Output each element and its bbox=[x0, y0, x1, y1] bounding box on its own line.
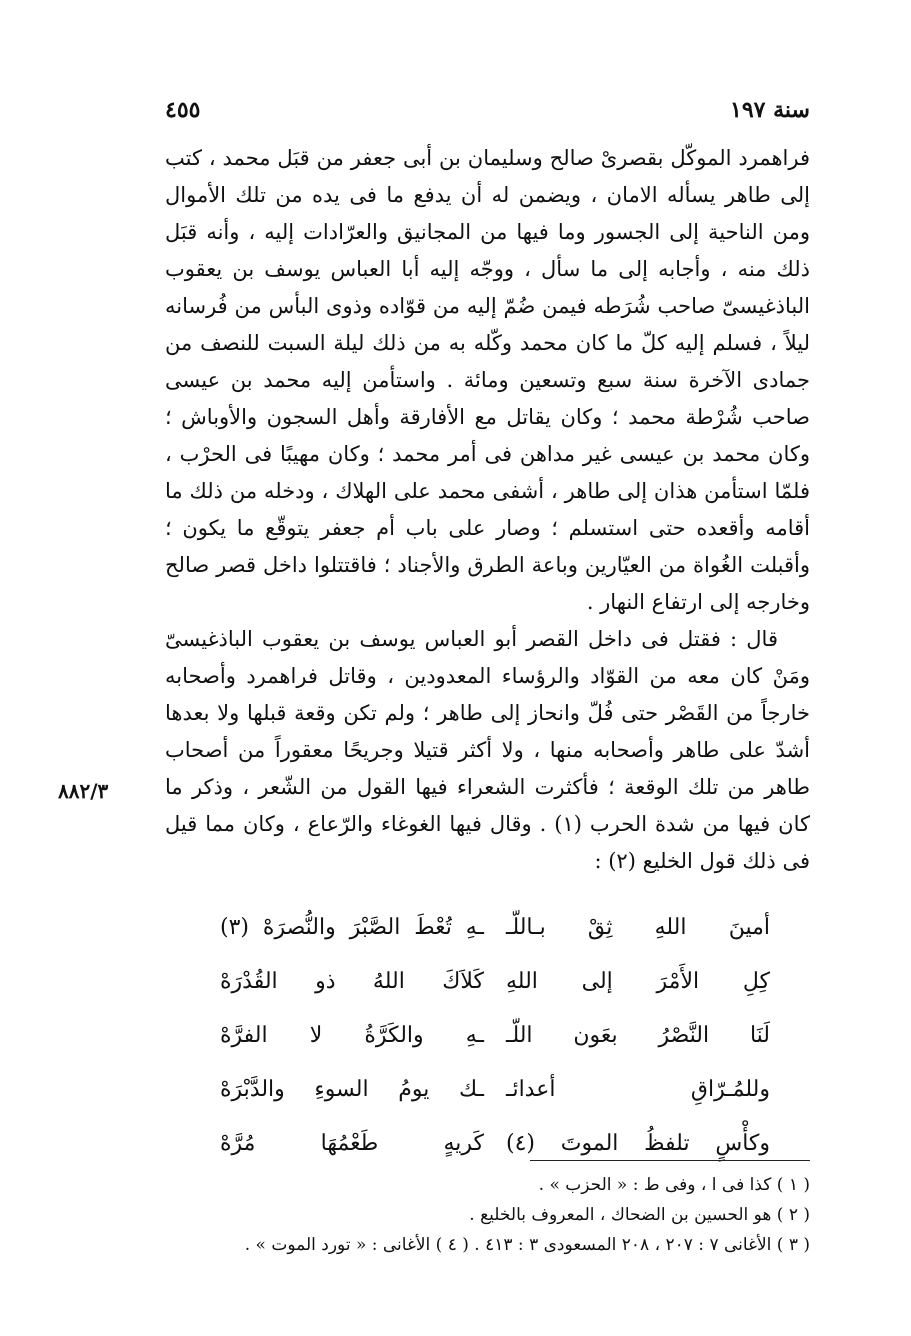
margin-reference: ٨٨٢/٣ bbox=[58, 779, 109, 803]
footnote-divider bbox=[530, 1160, 810, 1161]
main-text bbox=[165, 140, 810, 880]
page-number: ٤٥٥ bbox=[165, 97, 201, 123]
verse-2-second-hemistich: كَلاَكَ اللهُ ذو القُدْرَهْ bbox=[220, 968, 484, 994]
verse-4 bbox=[220, 1062, 770, 1116]
footnote-1: ( ١ ) كذا فى ا ، وفى ط : « الحزب » . bbox=[538, 1175, 810, 1195]
verse-1 bbox=[220, 900, 770, 954]
verse-4-first-hemistich: وللمُـرّاقِ أعدائـ bbox=[506, 1076, 770, 1102]
footnote-2: ( ٢ ) هو الحسين بن الضحاك ، المعروف بالخليع . bbox=[469, 1205, 810, 1225]
paragraph-1: فراهمرد الموكّل بقصرىْ صالح وسليمان بن أبى جعفر من قبَل محمد ، كتب إلى طاهر يسأله الامان ، ويضمن له أن يدفع ما فى يده من تلك الأموال ومن الناحية إلى الجسور وما فيها من المجانيق والعرّادات إليه ، وأنه قبَل ذلك منه ، وأجابه إلى ما سأل ، ووجّه إليه أبا العباس يوسف بن يعقوب الباذغيسىّ صاحب شُرَطه فيمن ضُمّ إليه من قوّاده وذوى البأس من فُرسانه ليلاً ، فسلم إليه كلّ ما كان محمد وكّله به من ذلك ليلة السبت للنصف من جمادى الآخرة سنة سبع وتسعين ومائة . واستأمن إليه محمد بن عيسى صاحب شُرْطة محمد ؛ وكان يقاتل مع الأفارقة وأهل السجون والأوباش ؛ وكان محمد بن عيسى غير مداهن فى أمر محمد ؛ وكان مهيبًا فى الحرْب ، فلمّا استأمن هذان إلى طاهر ، أشفى محمد على الهلاك ، ودخله من ذلك ما أقامه وأقعده حتى استسلم ؛ وصار على باب أم جعفر يتوقّع ما يكون ؛ وأقبلت الغُواة من العيّارين وباعة الطرق والأجناد ؛ فاقتتلوا داخل قصر صالح وخارجه إلى ارتفاع النهار . bbox=[165, 146, 810, 614]
paragraph-2: قال : فقتل فى داخل القصر أبو العباس يوسف بن يعقوب الباذغيسىّ ومَنْ كان معه من القوّاد والرؤساء المعدودين ، وقاتل فراهمرد وأصحابه خارجاً من القَصْر حتى فُلّ وانحاز إلى طاهر ؛ ولم تكن وقعة قبلها ولا بعدها أشدّ على طاهر وأصحابه منها ، ولا أكثر قتيلا وجريحًا معقوراً من أصحاب طاهر من تلك الوقعة ؛ فأكثرت الشعراء فيها القول من الشّعر ، وذكر ما كان فيها من شدة الحرب (١) . وقال فيها الغوغاء والرّعاع ، وكان مما قيل فى ذلك قول الخليع (٢) : bbox=[165, 627, 810, 873]
running-header bbox=[165, 97, 810, 133]
verse-5 bbox=[220, 1116, 770, 1170]
verse-1-first-hemistich: أمينَ اللهِ ثِقْ بـاللّـ bbox=[506, 914, 770, 940]
verse-3-second-hemistich: ـهِ والكَرَّةُ لا الفرَّهْ bbox=[220, 1022, 484, 1048]
footnotes bbox=[150, 1170, 810, 1260]
poem bbox=[220, 900, 770, 1170]
verse-4-second-hemistich: ـك يومُ السوءِ والدَّبْرَهْ bbox=[220, 1076, 484, 1102]
footnote-3: ( ٣ ) الأغانى ٧ : ٢٠٧ ، ٢٠٨ المسعودى ٣ : ٤١٣ . ( ٤ ) الأغانى : « تورد الموت » . bbox=[244, 1235, 810, 1255]
verse-5-first-hemistich: وكأْسٍ تلفظُ الموتَ (٤) bbox=[506, 1130, 770, 1156]
verse-1-second-hemistich: ـهِ تُعْطَ الصَّبْرَ والنُّصرَهْ (٣) bbox=[220, 914, 484, 940]
verse-2-first-hemistich: كِلِ الأَمْرَ إلى اللهِ bbox=[506, 968, 770, 994]
verse-5-second-hemistich: كَريهٍ طَعْمُهَا مُرَّهْ bbox=[220, 1130, 484, 1156]
verse-2 bbox=[220, 954, 770, 1008]
running-head-year: سنة ١٩٧ bbox=[730, 97, 810, 123]
verse-3 bbox=[220, 1008, 770, 1062]
verse-3-first-hemistich: لَنَا النَّصْرُ بعَون اللّـ bbox=[506, 1022, 770, 1048]
